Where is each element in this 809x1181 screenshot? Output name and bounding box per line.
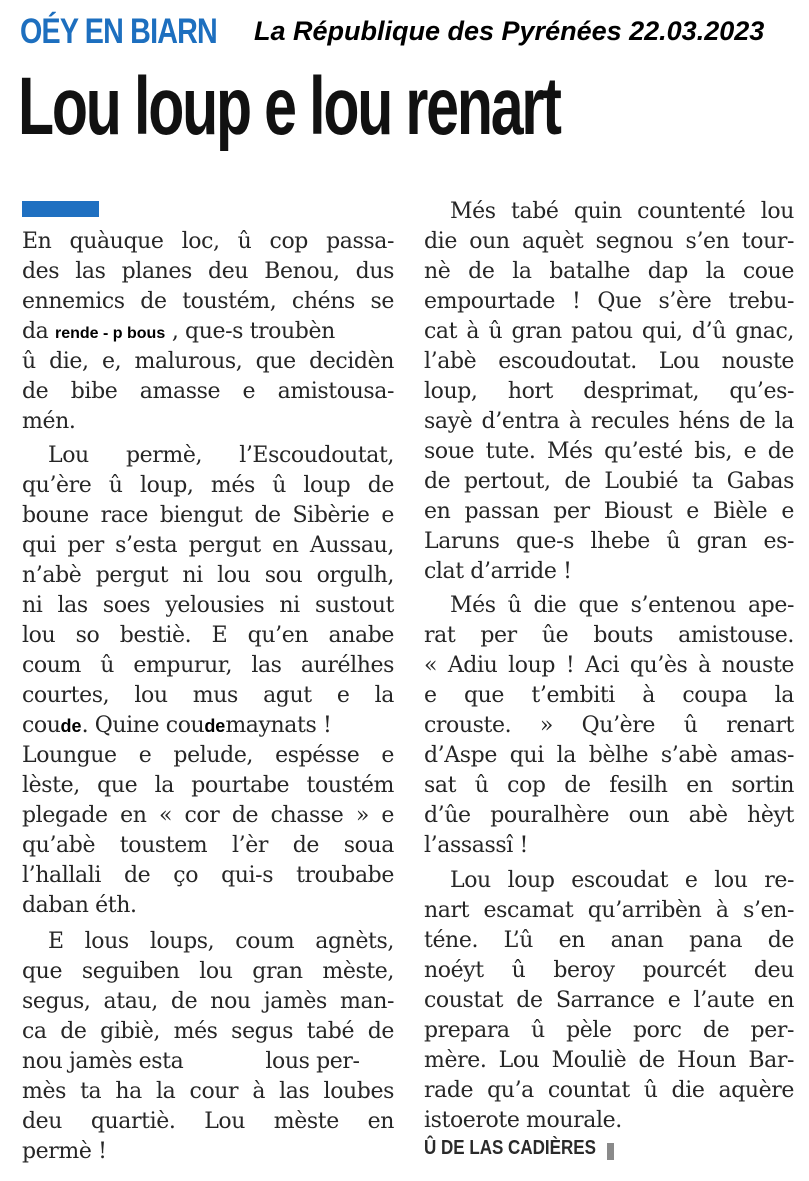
text-line-with-insert [22,711,394,741]
text-line: nart escamat qu’arribèn à s’en- [424,898,794,923]
text-line-with-insert [22,317,394,347]
text-line: rat per ûe bouts amistouse. [424,623,794,648]
text-line: l’abè escoudoutat. Lou nouste [424,349,794,374]
text-line: rade qu’a countat û die aquère [424,1078,794,1103]
text-line: que seguiben lou gran mèste, [22,959,394,984]
text-line: empourtade ! Que s’ère trebu- [424,289,794,314]
text-line: prepara û pèle porc de per- [424,1018,794,1043]
text-line: clat d’arride ! [424,559,572,584]
text-line: noéyt û beroy pourcét deu [424,958,794,983]
text-span: da [22,319,55,344]
text-line: sat û cop de fesilh en sortin [424,773,794,798]
text-line: lèste, que la pourtabe toustém [22,773,394,798]
byline-end-mark [607,1143,614,1160]
text-line: Laruns que-s lhebe û gran es- [424,529,794,554]
text-line: qu’abè toustem l’èr de soua [22,833,394,858]
text-line: cat à û gran patou qui, d’û gnac, [424,319,794,344]
text-line: nè de la batalhe dap la coue [424,259,794,284]
text-line: téne. L’û en anan pana de [424,928,794,953]
text-line: d’ûe pouralhère oun abè hèyt [424,803,794,828]
text-span: cou [22,713,61,738]
inserted-word: rende - p bous [55,325,166,342]
text-line: mère. Lou Mouliè de Houn Bar- [424,1048,794,1073]
text-line: istoerote mourale. [424,1108,622,1133]
text-span: , que-s troubèn [165,319,335,344]
text-line: de bibe amasse e amistousa- [22,379,394,404]
text-line: « Adiu loup ! Aci qu’ès à nouste [424,653,794,678]
text-span: nou jamès esta [22,1049,184,1074]
text-line: deu quartiè. Lou mèste en [22,1109,394,1134]
text-line: des las planes deu Benou, dus [22,259,394,284]
text-line: Lou loup escoudat e lou re- [450,868,794,893]
article-title: Lou loup e lou renart [18,61,560,152]
text-line: Més û die que s’entenou ape- [450,593,794,618]
section-rubric: OÉY EN BIARN [20,12,217,51]
text-line: coustat de Sarrance e l’aute en [424,988,794,1013]
text-line: boune race biengut de Sibèrie e [22,503,394,528]
text-line: n’abè pergut ni lou sou orgulh, [22,563,394,588]
text-line: coum û empurur, las aurélhes [22,653,394,678]
text-span: lous per- [265,1049,360,1074]
text-line: crouste. » Qu’ère û renart [424,713,794,738]
text-line: û die, e, malurous, que decidèn [22,349,394,374]
text-line: courtes, lou mus agut e la [22,683,394,708]
text-line: permè ! [22,1139,107,1164]
text-line: segus, atau, de nou jamès man- [22,989,394,1014]
text-line: l’hallali de ço qui-s troubabe [22,863,394,888]
text-line: en passan per Bioust e Bièle e [424,499,794,524]
publication-source: La République des Pyrénées 22.03.2023 [254,16,765,46]
text-line: ennemics de toustém, chéns se [22,289,394,314]
text-line: En quàuque loc, û cop passa- [22,229,394,254]
text-line: die oun aquèt segnou s’en tour- [424,229,794,254]
text-line: sayè d’entra à recules héns de la [424,409,794,434]
text-line: mén. [22,409,76,434]
text-line: mès ta ha la cour à las loubes [22,1079,394,1104]
text-line: ca de gibiè, més segus tabé de [22,1019,394,1044]
text-line: qu’ère û loup, més û loup de [22,473,394,498]
text-line: daban éth. [22,893,137,918]
text-span: . Quine cou [81,713,205,738]
text-line: Més tabé quin countenté lou [450,199,794,224]
text-line: Loungue e pelude, espésse e [22,743,394,768]
text-line [22,1047,394,1077]
text-line: e que t’embiti à coupa la [424,683,794,708]
text-line: l’assassî ! [424,833,528,858]
text-line: de pertout, de Loubié ta Gabas [424,469,794,494]
inserted-word: de [60,716,82,736]
text-line: lou so bestiè. E qu’en anabe [22,623,394,648]
text-span: maynats ! [225,713,332,738]
text-line: qui per s’esta pergut en Aussau, [22,533,394,558]
text-line: ni las soes yelousies ni sustout [22,593,394,618]
text-line: Lou permè, l’Escoudoutat, [48,443,394,468]
text-line: E lous loups, coum agnèts, [48,929,394,954]
author-byline: Û DE LAS CADIÈRES [424,1137,596,1159]
text-line: loup, hort desprimat, qu’es- [424,379,794,404]
accent-bar [22,201,99,217]
text-line: plegade en « cor de chasse » e [22,803,394,828]
text-line: soue tute. Més qu’esté bis, e de [424,439,794,464]
inserted-word: de [204,716,226,736]
text-line: d’Aspe qui la bèlhe s’abè amas- [424,743,794,768]
